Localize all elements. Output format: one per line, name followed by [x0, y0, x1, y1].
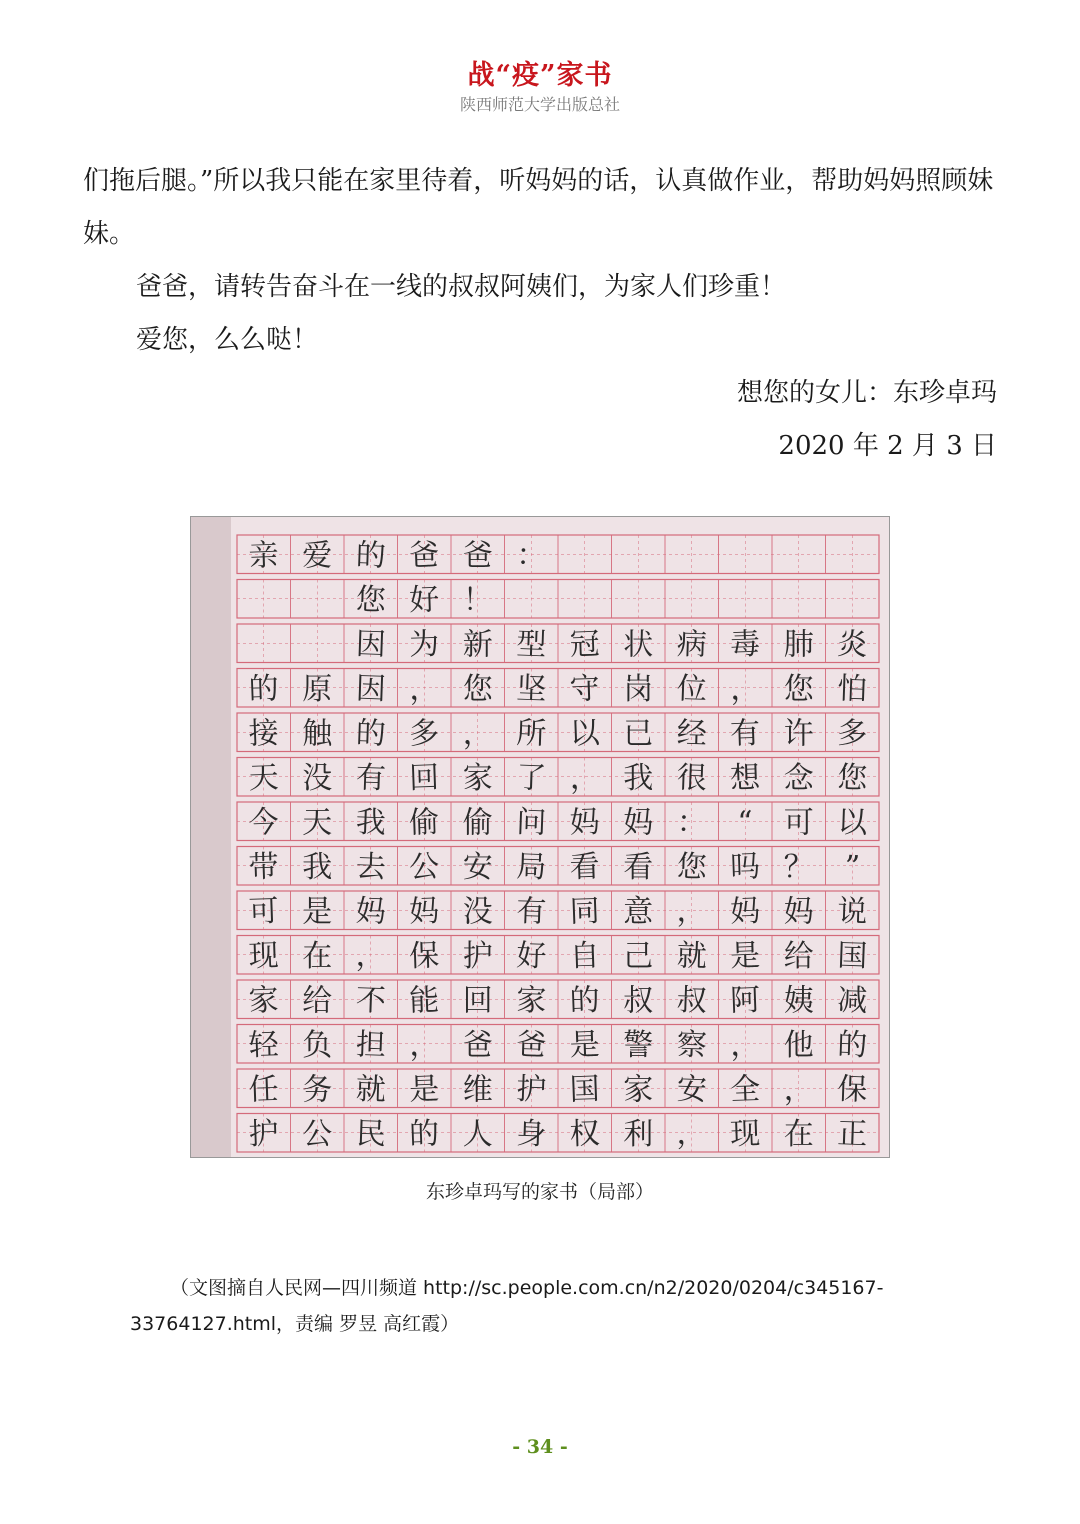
grid-row: [237, 891, 879, 930]
handwritten-char: 同: [569, 893, 601, 930]
handwritten-char: 天: [302, 805, 333, 841]
handwritten-char: 冠: [569, 626, 601, 663]
handwritten-char: 许: [783, 716, 814, 752]
handwritten-char: 保: [408, 938, 440, 975]
page-header: [0, 58, 1080, 116]
paragraph-1: 们拖后腿。”所以我只能在家里待着，听妈妈的话，认真做作业，帮助妈妈照顾妹妹。: [83, 166, 994, 249]
handwritten-char: 已: [623, 716, 654, 752]
handwritten-char: 多: [408, 715, 440, 752]
handwritten-char: 察: [676, 1027, 708, 1064]
handwritten-char: 去: [355, 849, 387, 886]
handwritten-char: 务: [302, 1072, 333, 1108]
handwritten-char: 炎: [836, 626, 868, 663]
handwritten-char: 偷: [408, 804, 440, 841]
paragraph-3: 爱您，么么哒！: [136, 325, 319, 355]
handwritten-char: 病: [676, 626, 708, 663]
letter-date: 2020 年 2 月 3 日: [778, 431, 997, 461]
handwritten-char: 爸: [462, 1027, 493, 1063]
handwritten-char: 姨: [783, 983, 814, 1019]
handwritten-char: 的: [355, 715, 387, 752]
handwritten-char: 天: [248, 760, 280, 797]
handwritten-char: 有: [355, 760, 387, 797]
handwritten-char: 民: [355, 1116, 387, 1153]
handwritten-char: 爱: [302, 538, 333, 574]
handwritten-char: 国: [569, 1071, 601, 1108]
handwritten-char: 家: [462, 760, 493, 796]
grid-row: [237, 980, 879, 1019]
handwritten-char: 型: [515, 626, 547, 663]
handwritten-char: 公: [302, 1116, 333, 1152]
page-number: - 34 -: [512, 1436, 568, 1458]
handwritten-char: 保: [836, 1071, 868, 1108]
handwritten-char: 现: [248, 938, 280, 975]
grid-row: [237, 669, 879, 708]
handwritten-char: 没: [462, 894, 493, 930]
photo-caption: 东珍卓玛写的家书（局部）: [425, 1181, 654, 1203]
handwritten-char: 触: [302, 716, 333, 752]
handwritten-char: ，: [462, 716, 493, 752]
handwritten-char: 给: [783, 938, 814, 974]
handwritten-char: 妈: [408, 893, 440, 930]
handwritten-char: 叔: [676, 982, 708, 1019]
handwritten-char: 权: [569, 1116, 601, 1153]
notebook-binding: [191, 517, 231, 1158]
handwritten-char: 他: [783, 1027, 814, 1063]
handwritten-char: 坚: [515, 671, 547, 708]
handwritten-char: 家: [248, 982, 280, 1019]
handwritten-char: 妈: [355, 893, 387, 930]
handwritten-char: 守: [569, 671, 601, 708]
handwritten-char: 是: [729, 938, 761, 975]
handwritten-char: 安: [676, 1071, 708, 1108]
handwritten-char: 了: [515, 760, 547, 797]
handwritten-char: 妈: [569, 804, 601, 841]
handwritten-char: 身: [515, 1116, 547, 1153]
handwritten-char: 您: [836, 760, 868, 797]
handwritten-char: 给: [302, 983, 333, 1019]
handwritten-char: 的: [248, 671, 280, 708]
handwritten-char: 您: [462, 671, 493, 707]
grid-row: [237, 802, 879, 841]
grid-row: [237, 1069, 879, 1108]
handwritten-char: 意: [623, 894, 654, 930]
handwritten-char: 您: [355, 582, 387, 619]
handwritten-char: ：: [515, 537, 547, 574]
handwritten-char: 毒: [729, 626, 761, 663]
handwritten-char: 您: [676, 849, 708, 886]
handwritten-char: 为: [408, 626, 440, 663]
handwritten-char: 带: [248, 849, 280, 886]
handwritten-char: 能: [408, 982, 440, 1019]
grid-row: [237, 847, 879, 886]
handwritten-letter-photo: [190, 516, 890, 1158]
handwritten-char: 担: [355, 1027, 387, 1064]
handwritten-char: 爸: [408, 537, 440, 574]
handwritten-char: 爸: [462, 538, 493, 574]
grid-row: [237, 1114, 879, 1153]
handwritten-char: 想: [729, 760, 761, 797]
source-note: （文图摘自人民网—四川频道 http://sc.people.com.cn/n2/2020/0204/c345167-33764127.html，责编 罗昱 高红霞）: [130, 1277, 884, 1335]
grid-row: [237, 936, 879, 975]
handwritten-char: 怕: [836, 671, 868, 708]
handwritten-char: 叔: [623, 983, 654, 1019]
handwritten-char: 护: [462, 938, 493, 974]
handwritten-char: ，: [408, 1027, 440, 1064]
handwritten-char: 以: [569, 715, 601, 752]
handwritten-char: 就: [355, 1071, 387, 1108]
handwritten-char: 肺: [783, 627, 814, 663]
handwritten-char: 可: [248, 893, 280, 930]
handwritten-char: 看: [623, 849, 654, 885]
handwritten-char: 我: [355, 804, 387, 841]
handwritten-char: 今: [248, 804, 280, 841]
handwritten-char: 好: [408, 582, 440, 619]
handwritten-char: 您: [783, 671, 814, 707]
handwritten-char: 好: [515, 938, 547, 975]
grid-row: [237, 713, 879, 752]
handwritten-char: ，: [569, 760, 601, 797]
handwritten-char: ，: [729, 1027, 761, 1064]
handwritten-char: 是: [302, 894, 333, 930]
publisher-name: 陕西师范大学出版总社: [459, 95, 620, 114]
letter-body: [83, 155, 997, 473]
handwritten-char: 看: [569, 849, 601, 886]
handwritten-char: 护: [248, 1116, 280, 1153]
handwritten-char: 妈: [729, 893, 761, 930]
grid-row: [237, 624, 879, 663]
handwritten-char: 利: [623, 1116, 654, 1152]
handwritten-char: 护: [515, 1071, 547, 1108]
handwritten-char: 岗: [623, 671, 654, 707]
handwritten-char: 警: [623, 1027, 654, 1063]
handwritten-char: 任: [248, 1071, 280, 1108]
handwritten-char: 妈: [783, 894, 814, 930]
handwritten-char: 偷: [462, 805, 493, 841]
letter-grid-image: [191, 517, 890, 1158]
handwritten-char: 接: [248, 715, 280, 752]
handwritten-char: ，: [408, 671, 440, 708]
handwritten-char: 在: [302, 938, 333, 974]
handwritten-char: 经: [676, 715, 708, 752]
handwritten-char: 自: [569, 938, 601, 975]
handwritten-char: ”: [844, 849, 861, 886]
handwritten-char: 回: [462, 983, 493, 1019]
handwritten-char: 亲: [248, 537, 280, 574]
handwritten-char: 妈: [623, 805, 654, 841]
handwritten-char: 全: [729, 1071, 761, 1108]
handwritten-char: 公: [408, 849, 440, 886]
signature: 想您的女儿：东珍卓玛: [736, 378, 997, 408]
paragraph-2: 爸爸，请转告奋斗在一线的叔叔阿姨们，为家人们珍重！: [136, 272, 787, 302]
handwritten-char: “: [736, 804, 754, 841]
handwritten-char: 的: [408, 1116, 440, 1153]
handwritten-char: 己: [623, 938, 654, 974]
grid-row: [237, 758, 879, 797]
handwritten-char: 正: [836, 1116, 868, 1153]
handwritten-char: 状: [623, 627, 654, 663]
handwritten-char: 回: [408, 760, 440, 797]
handwritten-char: 没: [302, 760, 333, 796]
handwritten-char: 维: [462, 1072, 493, 1108]
handwritten-char: 现: [729, 1116, 761, 1153]
handwritten-char: ？: [783, 849, 814, 885]
handwritten-char: 阿: [729, 982, 761, 1019]
handwritten-char: 所: [515, 715, 547, 752]
handwritten-char: 有: [729, 715, 761, 752]
handwritten-char: 有: [515, 893, 547, 930]
handwritten-char: ，: [676, 1116, 708, 1153]
handwritten-char: 念: [783, 760, 814, 796]
handwritten-char: 家: [515, 982, 547, 1019]
handwritten-char: 轻: [248, 1027, 280, 1064]
handwritten-char: ，: [783, 1072, 814, 1108]
handwritten-char: 在: [783, 1116, 814, 1152]
handwritten-char: 是: [569, 1027, 601, 1064]
handwritten-char: 安: [462, 849, 493, 885]
handwritten-char: 多: [836, 715, 868, 752]
handwritten-char: 国: [836, 938, 868, 975]
handwritten-char: 的: [836, 1027, 868, 1064]
book-title: 战“疫”家书: [467, 60, 613, 91]
handwritten-char: 减: [836, 982, 868, 1019]
handwritten-char: 不: [355, 982, 387, 1019]
handwritten-char: ：: [676, 804, 708, 841]
handwritten-char: 可: [783, 805, 814, 841]
handwritten-char: 家: [623, 1072, 654, 1108]
handwritten-char: 说: [836, 893, 868, 930]
handwritten-char: 的: [355, 537, 387, 574]
handwritten-char: ，: [729, 671, 761, 708]
handwritten-char: ，: [355, 938, 387, 975]
handwritten-char: 是: [408, 1071, 440, 1108]
handwritten-char: 新: [462, 627, 493, 663]
handwritten-char: 就: [676, 938, 708, 975]
handwritten-char: 局: [515, 849, 547, 886]
handwritten-char: ，: [676, 893, 708, 930]
handwritten-char: 问: [515, 804, 547, 841]
handwritten-char: 爸: [515, 1027, 547, 1064]
handwritten-char: 因: [355, 626, 387, 663]
handwritten-char: 以: [836, 804, 868, 841]
handwritten-char: 吗: [729, 849, 761, 886]
handwritten-char: 我: [623, 760, 654, 796]
handwritten-char: 很: [676, 760, 708, 797]
handwritten-char: 位: [676, 671, 708, 708]
handwritten-char: 我: [302, 849, 333, 885]
grid-row: [237, 1025, 879, 1064]
grid-row: [237, 535, 879, 574]
handwritten-char: 人: [462, 1116, 493, 1152]
handwritten-char: 的: [569, 982, 601, 1019]
handwritten-char: 负: [302, 1027, 333, 1063]
handwritten-char: 因: [355, 671, 387, 708]
grid-row: [237, 580, 879, 619]
handwritten-char: ！: [462, 582, 493, 618]
handwritten-char: 原: [302, 671, 333, 707]
